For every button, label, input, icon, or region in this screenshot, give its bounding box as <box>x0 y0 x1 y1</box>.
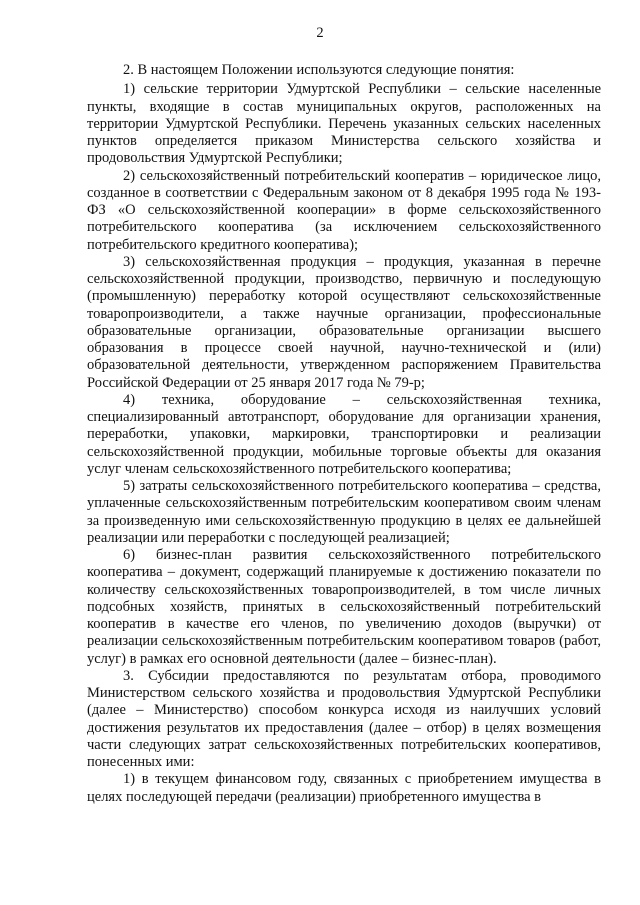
page-number: 2 <box>316 25 324 41</box>
paragraph-costs: 5) затраты сельскохозяйственного потребительского кооператива – средства, уплаченные сельскохозяйственным потребительским кооперативом своим членам за произведенную ими сельскохозяйственную продукцию в целях ее дальнейшей реализации или переработки с последующей реализацией; <box>87 478 601 546</box>
document-body <box>87 62 601 806</box>
paragraph-business-plan: 6) бизнес-план развития сельскохозяйственного потребительского кооператива – документ, содержащий планируемые к достижению показатели по количеству сельскохозяйственных товаропроизводителей, в том числе личных подсобных хозяйств, принятых в сельскохозяйственный потребительский кооператив в качестве его членов, по увеличению доходов (выручки) от реализации сельскохозяйственным потребительским кооперативом товаров (работ, услуг) в рамках его основной деятельности (далее – бизнес-план). <box>87 547 601 667</box>
paragraph-agricultural-products: 3) сельскохозяйственная продукция – продукция, указанная в перечне сельскохозяйственной продукции, производство, первичную и последующую (промышленную) переработку которой осуществляют сельскохозяйственные товаропроизводители, а также научные организации, профессиональные образовательные организации, образовательные организации высшего образования в процессе своей научной, научно-технической и (или) образовательной деятельности, утвержденном распоряжением Правительства Российской Федерации от 25 января 2017 года № 79-р; <box>87 253 601 391</box>
paragraph-equipment: 4) техника, оборудование – сельскохозяйственная техника, специализированный автотранспорт, оборудование для организации хранения, переработки, упаковки, маркировки, транспортировки и реализации сельскохозяйственной продукции, мобильные торговые объекты для оказания услуг членам сельскохозяйственного потребительского кооператива; <box>87 391 601 477</box>
paragraph-cooperative: 2) сельскохозяйственный потребительский кооператив – юридическое лицо, созданное в соответствии с Федеральным законом от 8 декабря 1995 года № 193-ФЗ «О сельскохозяйственной кооперации» в форме сельскохозяйственного потребительского кооператива (за исключением сельскохозяйственного потребительского кредитного кооператива); <box>87 167 601 253</box>
paragraph-subsidies: 3. Субсидии предоставляются по результатам отбора, проводимого Министерством сельского хозяйства и продовольствия Удмуртской Республики (далее – Министерство) способом конкурса исходя из наилучших условий достижения результатов их предоставления (далее – отбор) в целях возмещения части следующих затрат сельскохозяйственных потребительских кооперативов, понесенных ими: <box>87 667 601 770</box>
paragraph-definitions-intro: 2. В настоящем Положении используются следующие понятия: <box>123 62 515 78</box>
paragraph-current-year: 1) в текущем финансовом году, связанных с приобретением имущества в целях последующей передачи (реализации) приобретенного имущества в <box>87 771 601 805</box>
paragraph-rural-territories: 1) сельские территории Удмуртской Республики – сельские населенные пункты, входящие в состав муниципальных округов, расположенных на территории Удмуртской Республики. Перечень указанных сельских населенных пунктов определяется приказом Министерства сельского хозяйства и продовольствия Удмуртской Республики; <box>87 81 601 167</box>
